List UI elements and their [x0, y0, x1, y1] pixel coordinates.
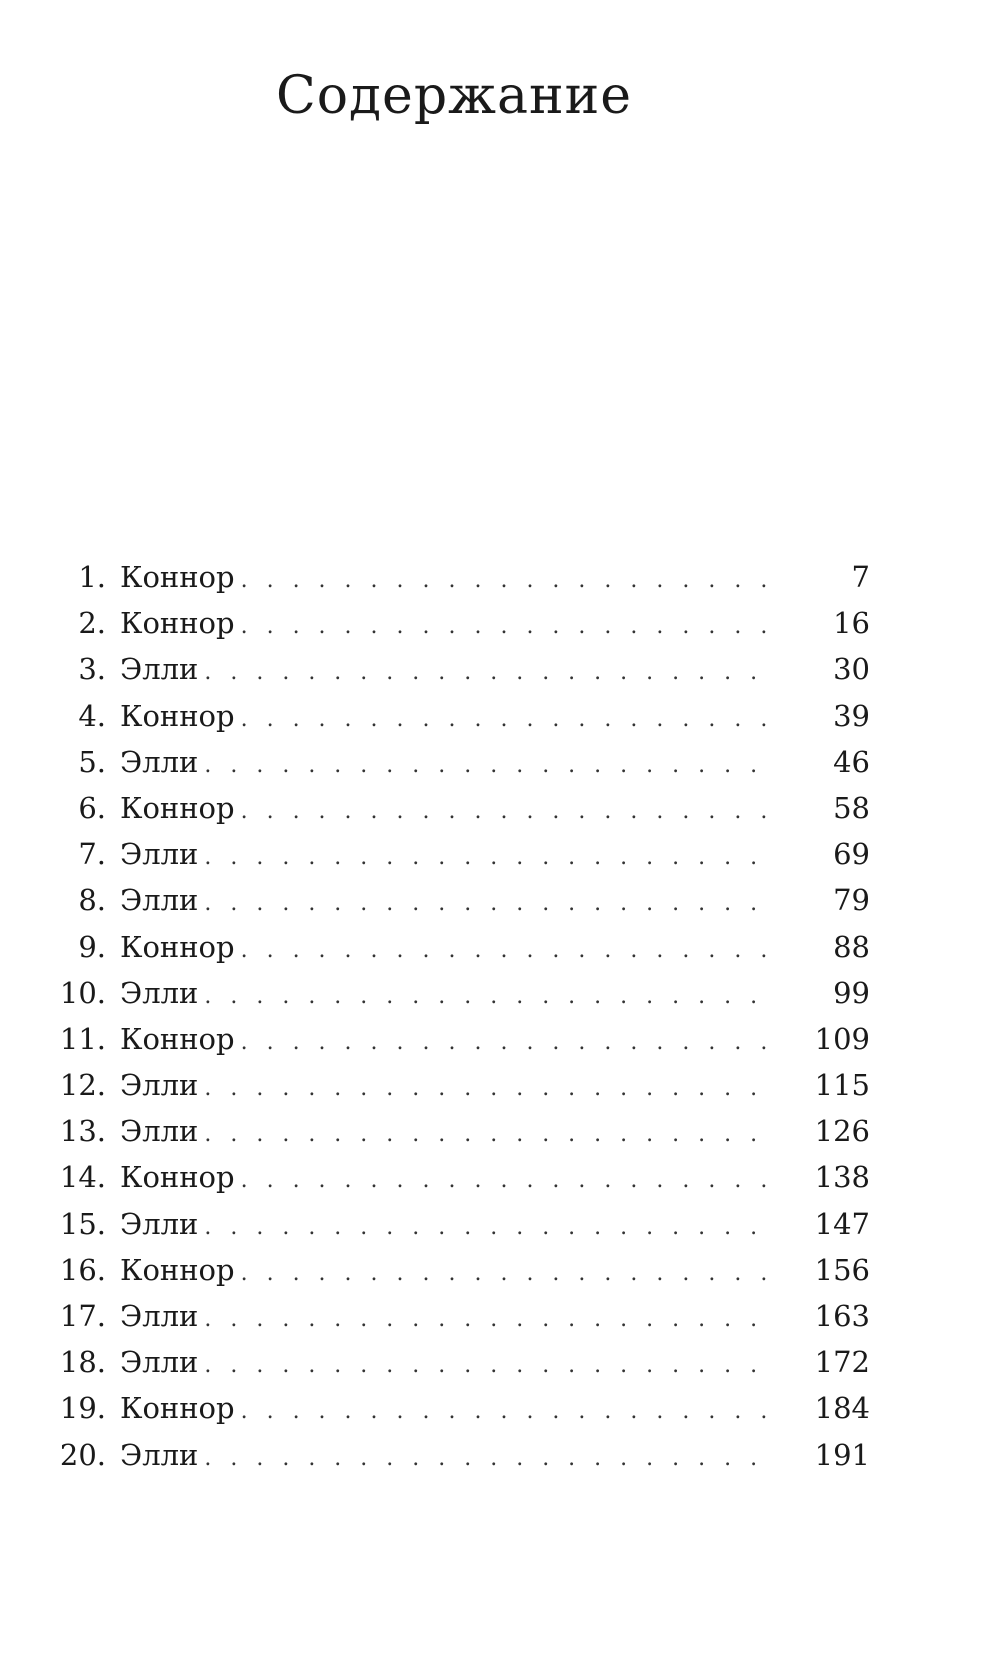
chapter-number: 4.	[78, 698, 106, 733]
chapter-title: Элли	[120, 652, 199, 687]
chapter-number: 8.	[78, 883, 106, 918]
toc-entry[interactable]	[40, 1253, 870, 1299]
toc-entry[interactable]	[40, 1438, 870, 1484]
page-number: 109	[814, 1021, 870, 1056]
dot-leader	[241, 1030, 772, 1055]
page-number: 79	[833, 883, 870, 918]
page-number: 138	[814, 1160, 870, 1195]
dot-leader	[204, 1122, 772, 1147]
page-number: 147	[814, 1206, 870, 1241]
dot-leader	[204, 1353, 772, 1378]
chapter-title: Элли	[120, 883, 199, 918]
page-number: 7	[851, 560, 870, 594]
page-number: 184	[814, 1391, 870, 1426]
page-title: Содержание	[275, 66, 633, 126]
page-number: 58	[833, 790, 870, 825]
chapter-number: 14.	[59, 1160, 106, 1195]
chapter-number: 12.	[59, 1068, 106, 1103]
toc-entry[interactable]	[40, 699, 870, 745]
chapter-title: Коннор	[120, 560, 235, 594]
chapter-number: 2.	[78, 606, 106, 641]
dot-leader	[241, 1261, 772, 1286]
toc-entry[interactable]	[40, 745, 870, 791]
toc-entry[interactable]	[40, 1345, 870, 1391]
chapter-title: Элли	[120, 1299, 199, 1333]
chapter-number: 17.	[59, 1299, 106, 1333]
page-number: 115	[814, 1068, 870, 1103]
chapter-title: Коннор	[120, 698, 235, 733]
chapter-title: Коннор	[120, 1391, 235, 1426]
dot-leader	[241, 614, 772, 639]
dot-leader	[204, 1307, 772, 1332]
dot-leader	[204, 1215, 772, 1240]
page-number: 163	[814, 1299, 870, 1333]
chapter-number: 10.	[59, 975, 106, 1010]
chapter-number: 15.	[59, 1206, 106, 1241]
chapter-title: Элли	[120, 975, 199, 1010]
dot-leader	[241, 707, 772, 732]
page-number: 172	[814, 1345, 870, 1380]
chapter-title: Коннор	[120, 606, 235, 641]
dot-leader	[241, 1399, 772, 1424]
dot-leader	[204, 753, 772, 778]
chapter-title: Коннор	[120, 1021, 235, 1056]
chapter-number: 9.	[78, 929, 106, 964]
toc-entry[interactable]	[40, 606, 870, 652]
page-number: 191	[814, 1437, 870, 1472]
chapter-title: Элли	[120, 1068, 199, 1103]
chapter-title: Элли	[120, 1437, 199, 1472]
chapter-number: 7.	[78, 837, 106, 872]
toc-entry[interactable]	[40, 883, 870, 929]
chapter-number: 6.	[78, 790, 106, 825]
chapter-number: 5.	[78, 744, 106, 779]
dot-leader	[241, 1168, 772, 1193]
page-number: 126	[814, 1114, 870, 1149]
chapter-title: Коннор	[120, 1252, 235, 1287]
page-number: 69	[833, 837, 870, 872]
dot-leader	[204, 984, 772, 1009]
toc-entry[interactable]	[40, 1068, 870, 1114]
table-of-contents	[40, 560, 870, 1484]
toc-entry[interactable]	[40, 560, 870, 606]
dot-leader	[241, 568, 772, 593]
page-number: 46	[833, 744, 870, 779]
chapter-number: 3.	[78, 652, 106, 687]
toc-entry[interactable]	[40, 976, 870, 1022]
toc-entry[interactable]	[40, 652, 870, 698]
chapter-title: Элли	[120, 837, 199, 872]
toc-entry[interactable]	[40, 1391, 870, 1437]
chapter-number: 13.	[59, 1114, 106, 1149]
chapter-number: 1.	[78, 560, 106, 594]
chapter-number: 11.	[59, 1021, 106, 1056]
chapter-title: Коннор	[120, 929, 235, 964]
chapter-number: 16.	[59, 1252, 106, 1287]
toc-entry[interactable]	[40, 1160, 870, 1206]
dot-leader	[241, 799, 772, 824]
dot-leader	[241, 938, 772, 963]
chapter-title: Элли	[120, 1345, 199, 1380]
toc-entry[interactable]	[40, 1299, 870, 1345]
chapter-number: 19.	[59, 1391, 106, 1426]
chapter-title: Элли	[120, 744, 199, 779]
dot-leader	[204, 1446, 772, 1471]
page-number: 16	[833, 606, 870, 641]
chapter-number: 20.	[59, 1437, 106, 1472]
chapter-number: 18.	[59, 1345, 106, 1380]
page-number: 99	[833, 975, 870, 1010]
toc-entry[interactable]	[40, 1207, 870, 1253]
toc-entry[interactable]	[40, 1114, 870, 1160]
page-number: 39	[833, 698, 870, 733]
chapter-title: Элли	[120, 1114, 199, 1149]
toc-entry[interactable]	[40, 791, 870, 837]
page-number: 156	[814, 1252, 870, 1287]
chapter-title: Коннор	[120, 1160, 235, 1195]
dot-leader	[204, 660, 772, 685]
page-number: 30	[833, 652, 870, 687]
toc-entry[interactable]	[40, 837, 870, 883]
toc-entry[interactable]	[40, 1022, 870, 1068]
dot-leader	[204, 1076, 772, 1101]
chapter-title: Коннор	[120, 790, 235, 825]
chapter-title: Элли	[120, 1206, 199, 1241]
toc-entry[interactable]	[40, 930, 870, 976]
dot-leader	[204, 845, 772, 870]
dot-leader	[204, 891, 772, 916]
page-number: 88	[833, 929, 870, 964]
